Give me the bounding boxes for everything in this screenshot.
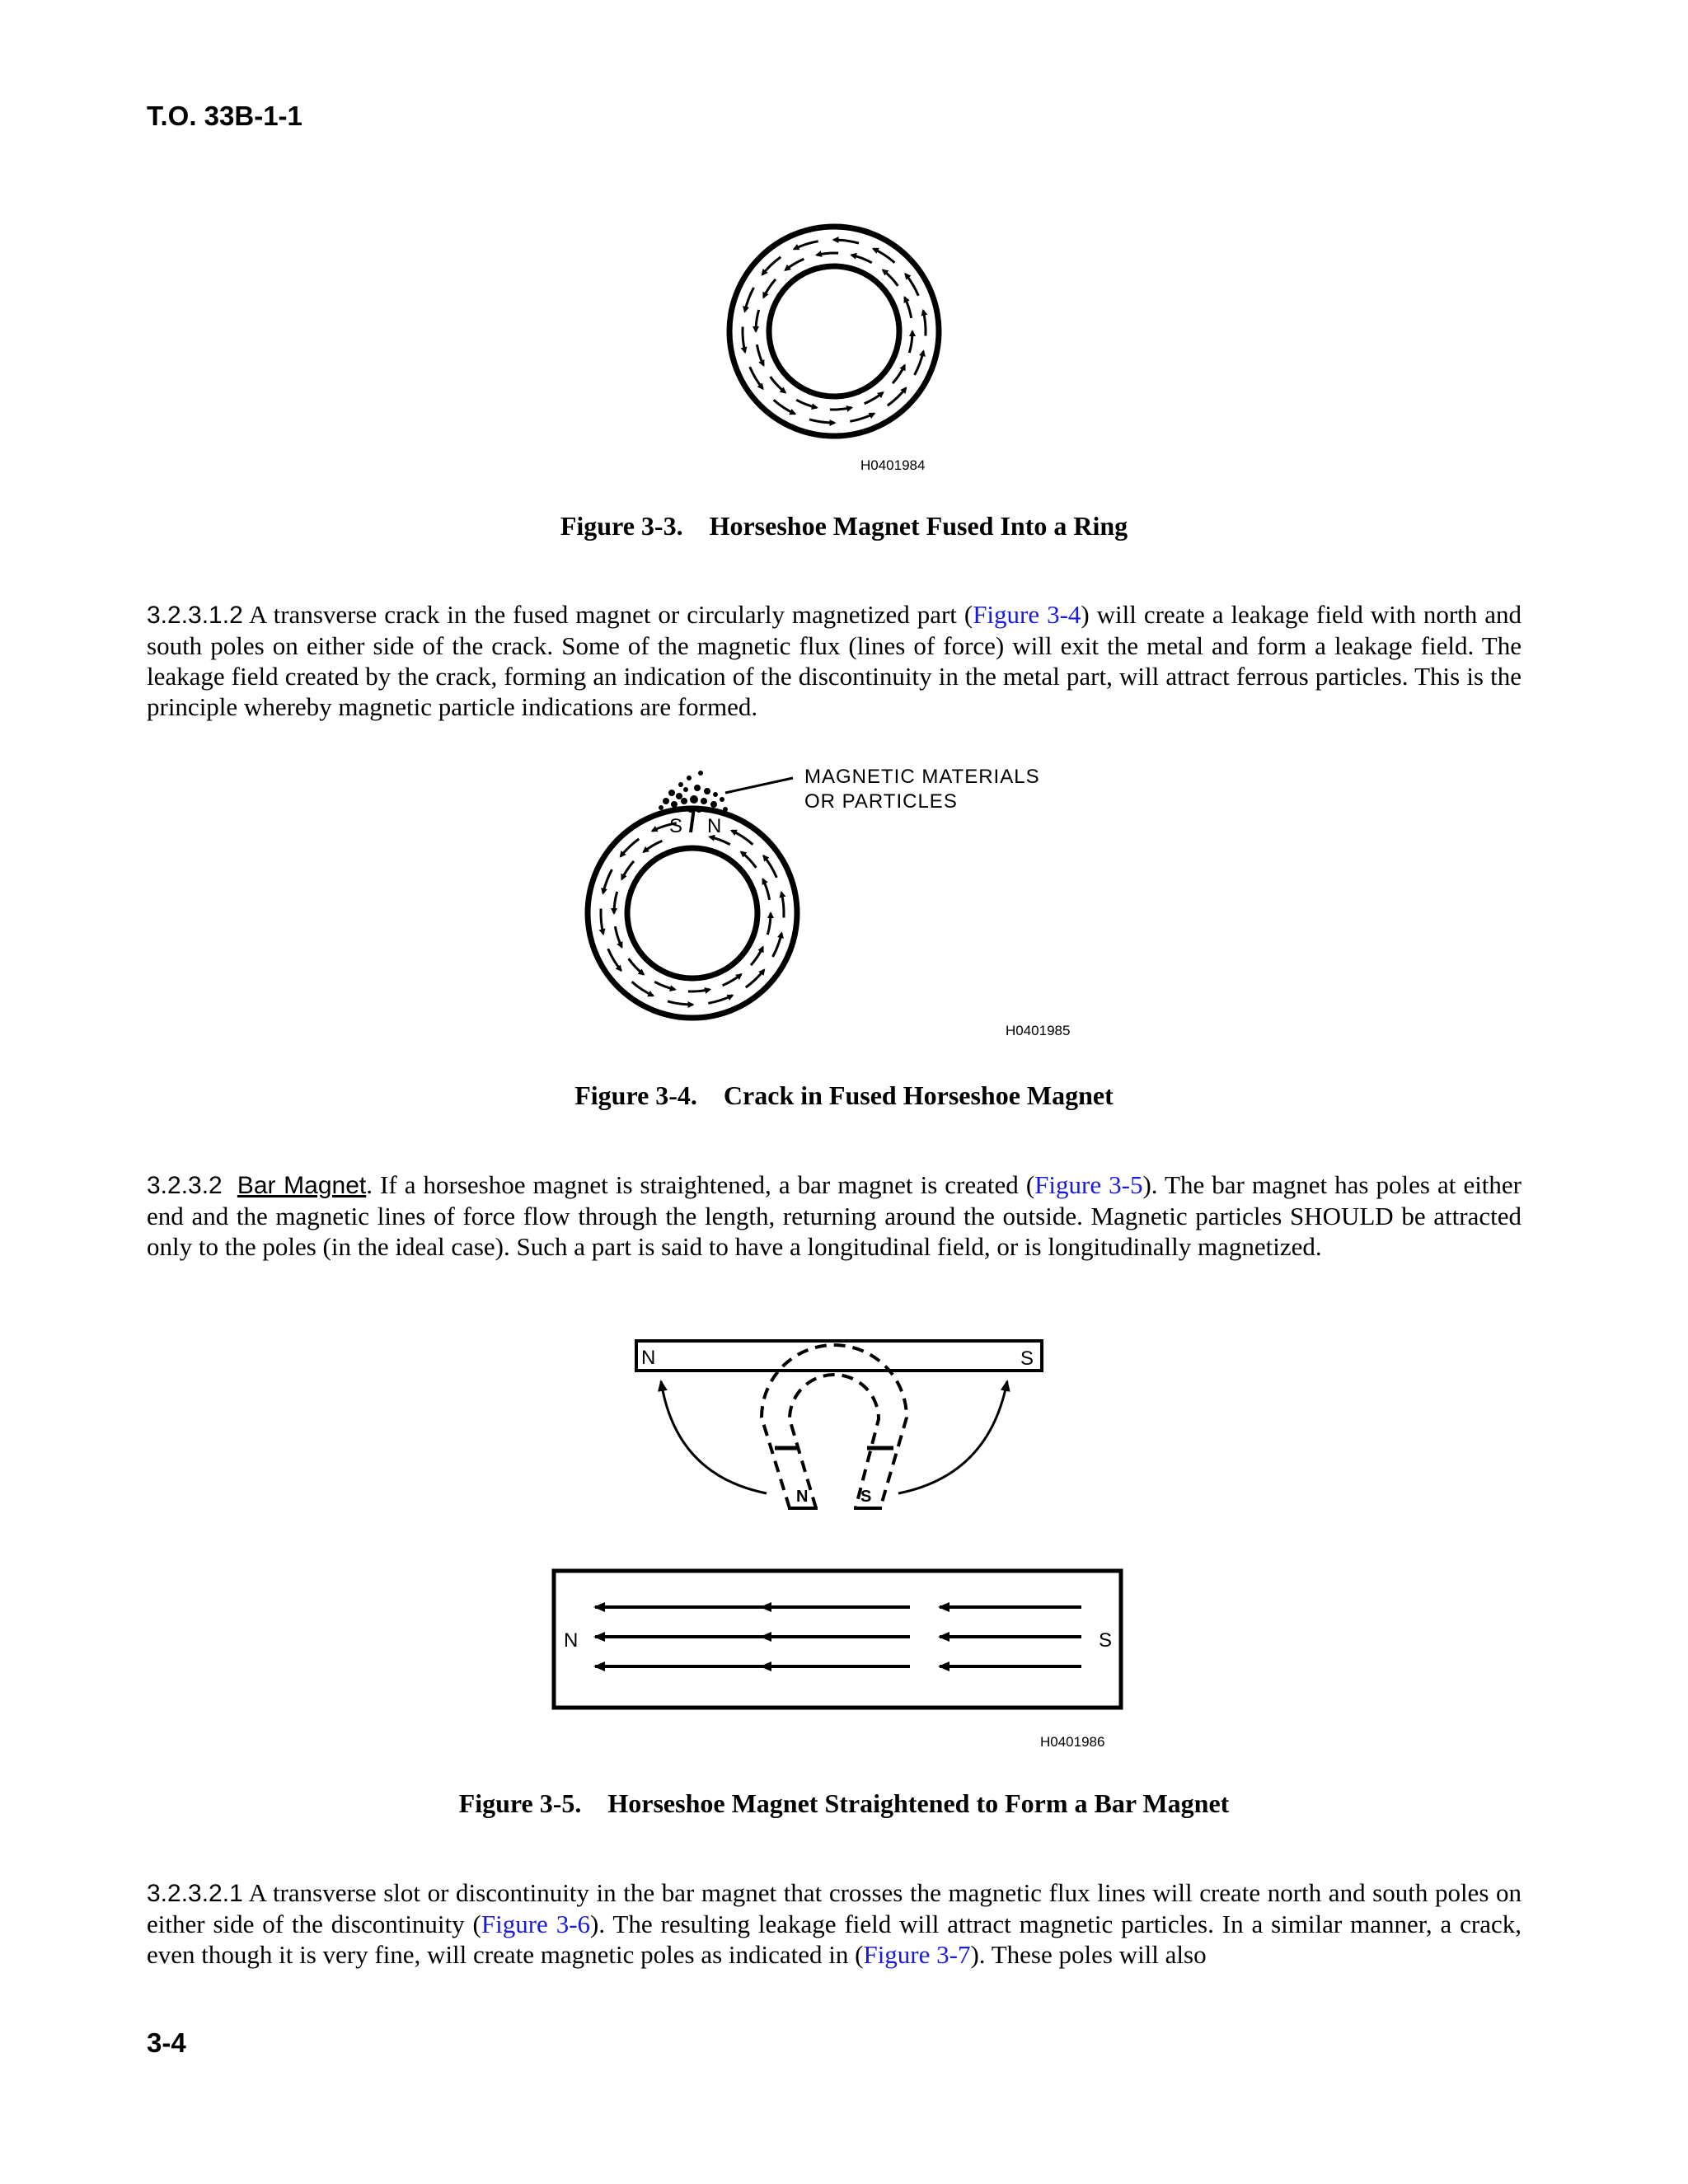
figure-3-5-caption: Figure 3-5. Horseshoe Magnet Straightened to Form a Bar Magnet	[458, 1788, 1230, 1818]
top-bar-north-label: N	[641, 1347, 657, 1369]
horseshoe-south-label: S	[860, 1488, 873, 1506]
figure-3-4-caption: Figure 3-4. Crack in Fused Horseshoe Magnet	[574, 1080, 1114, 1110]
bar-north-label: N	[564, 1629, 579, 1652]
figure-3-7-link[interactable]: Figure 3-7	[863, 1940, 971, 1969]
bar-south-label: S	[1099, 1629, 1114, 1652]
paragraph-text: ). The bar magnet has poles at either end and the magnetic lines of force flow through the length, returning around the outside. Magnetic particles SHOULD be attracted only to the poles (in the ideal case). Such a part is said to have a longitudinal field, or is longitudinally magnetized.	[147, 1170, 1522, 1261]
bar-magnet	[554, 1571, 1121, 1708]
paragraph-text: A transverse slot or discontinuity in the bar magnet that crosses the magnetic flux lines will create north and south poles on either side of the discontinuity (	[147, 1878, 1522, 1938]
paragraph-number: 3.2.3.2	[147, 1172, 223, 1199]
document-header: T.O. 33B-1-1	[147, 101, 302, 131]
magnetic-materials-label: MAGNETIC MATERIALS	[804, 766, 1040, 788]
figure-3-3-caption: Figure 3-3. Horseshoe Magnet Fused Into a Ring	[560, 511, 1128, 541]
left-bending-arrow	[661, 1381, 767, 1493]
figure-3-6-link[interactable]: Figure 3-6	[481, 1910, 591, 1938]
figure-id-code: H0401985	[1006, 1023, 1071, 1038]
right-bending-arrow	[898, 1381, 1007, 1493]
top-bar-south-label: S	[1020, 1347, 1035, 1370]
or-particles-label: OR PARTICLES	[804, 790, 958, 813]
page-number: 3-4	[147, 2027, 186, 2058]
figure-3-4-link[interactable]: Figure 3-4	[973, 600, 1081, 629]
south-pole-label: S	[669, 815, 684, 837]
paragraph-3-2-3-2-1	[147, 1877, 1522, 1970]
north-pole-label: N	[707, 815, 723, 837]
horseshoe-north-label: N	[796, 1488, 809, 1506]
paragraph-number: 3.2.3.1.2	[147, 602, 243, 629]
bar-magnet-title: Bar Magnet	[237, 1172, 367, 1199]
figure-id-code: H0401984	[860, 457, 926, 473]
paragraph-text: A transverse crack in the fused magnet or circularly magnetized part (	[242, 600, 973, 629]
paragraph-text: ). The resulting leakage field will attract magnetic particles. In a similar manner, a crack, even though it is very fine, will create magnetic poles as indicated in (	[147, 1910, 1522, 1969]
figure-3-5-link[interactable]: Figure 3-5	[1034, 1170, 1143, 1199]
paragraph-text: ) will create a leakage field with north and south poles on either side of the crack. Some of the magnetic flux (lines of force) will exit the metal and form a leakage field. The leakage field created by the crack, forming an indication of the discontinuity in the metal part, will attract ferrous particles. This is the principle whereby magnetic particle indications are formed.	[147, 600, 1522, 721]
paragraph-text: ). These poles will also	[970, 1940, 1207, 1969]
paragraph-number: 3.2.3.2.1	[147, 1880, 243, 1907]
figure-id-code: H0401986	[1040, 1734, 1105, 1750]
paragraph-text: . If a horseshoe magnet is straightened, a bar magnet is created (	[366, 1170, 1035, 1199]
